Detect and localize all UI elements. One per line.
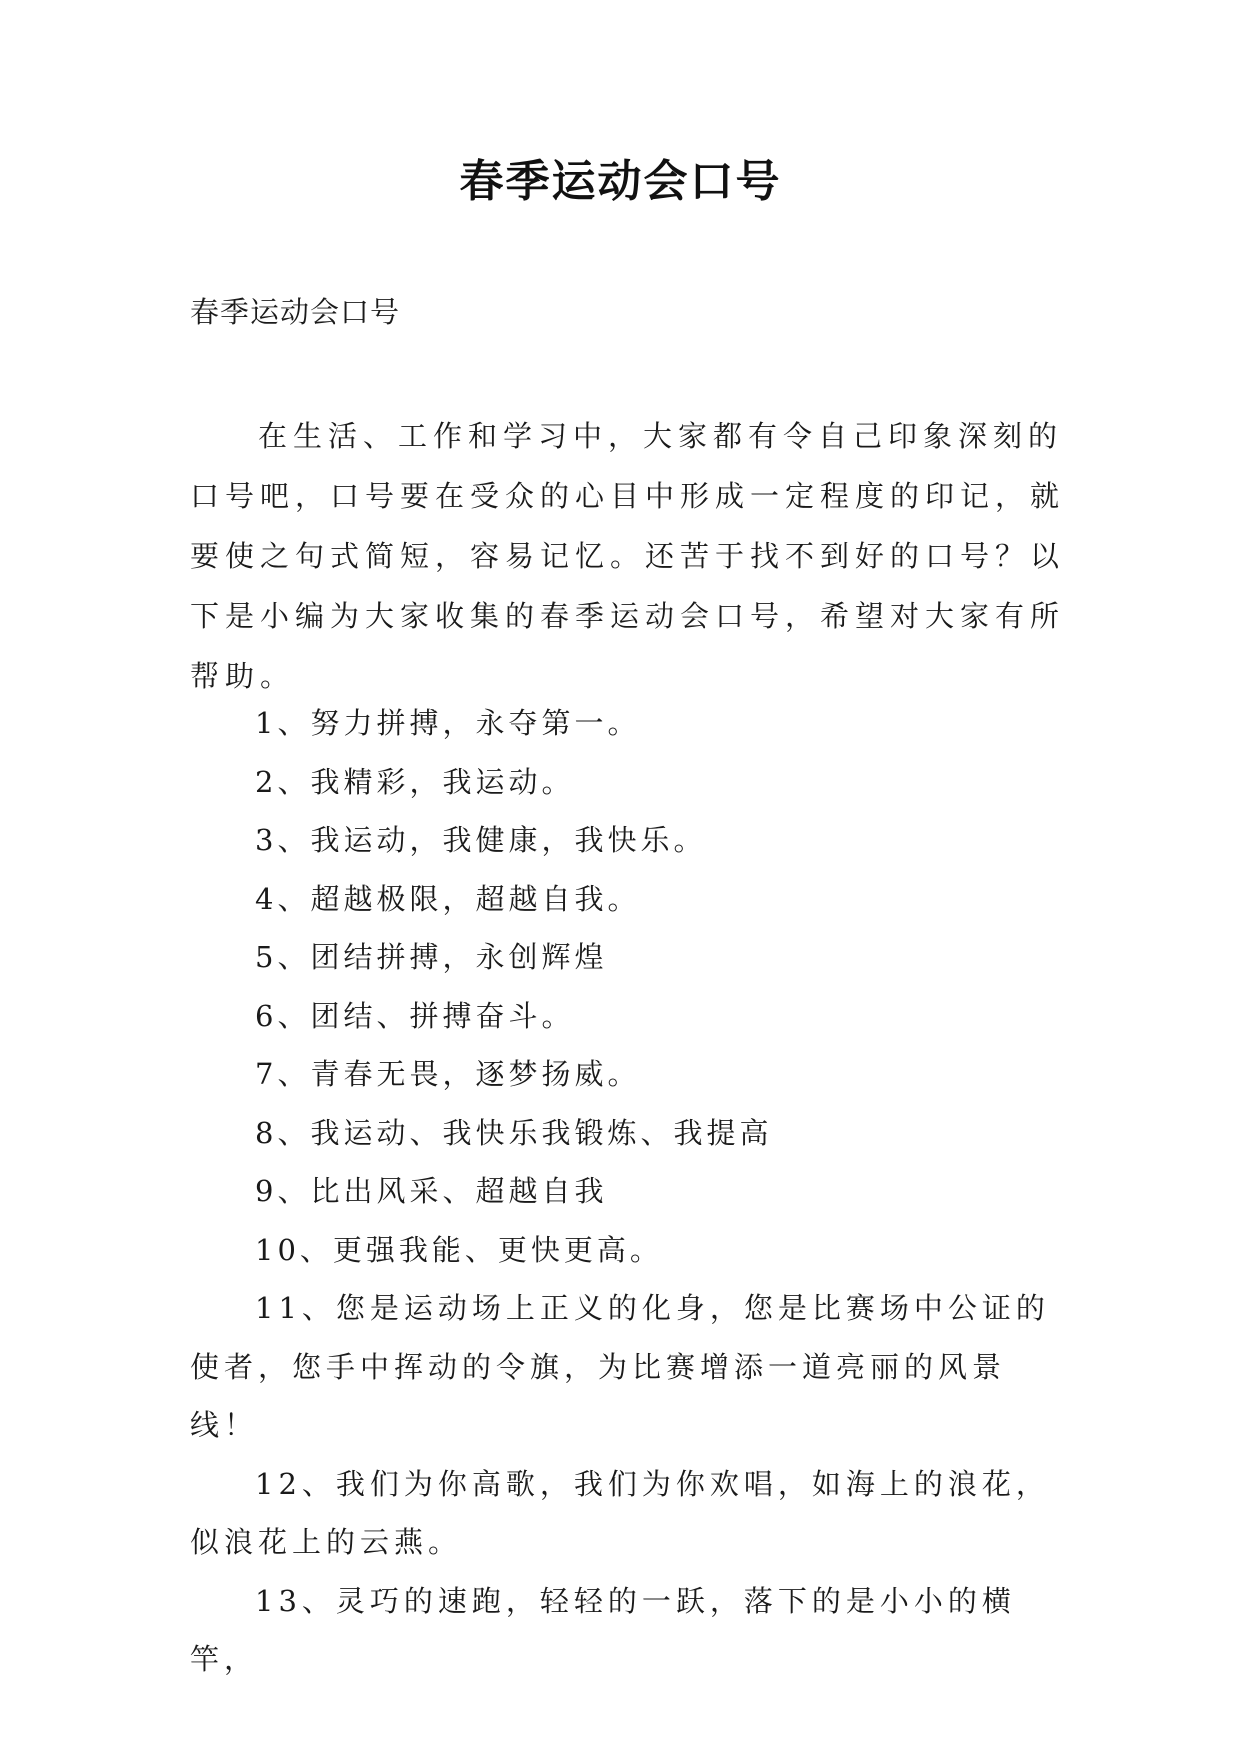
slogan-item: 4、超越极限，超越自我。 (255, 881, 641, 916)
slogan-item: 6、团结、拼搏奋斗。 (255, 998, 575, 1033)
slogan-item: 8、我运动、我快乐我锻炼、我提高 (255, 1115, 773, 1150)
document-title: 春季运动会口号 (459, 156, 782, 207)
slogan-item: 7、青春无畏，逐梦扬威。 (255, 1057, 641, 1091)
slogan-item: 3、我运动，我健康，我快乐。 (255, 823, 707, 857)
slogan-item: 9、比出风采、超越自我 (255, 1174, 608, 1208)
slogan-item: 1、努力拼搏，永夺第一。 (255, 706, 641, 740)
slogan-item: 12、我们为你高歌，我们为你欢唱，如海上的浪花，似浪花上的云燕。 (190, 1466, 1050, 1559)
slogan-item: 2、我精彩，我运动。 (255, 764, 575, 799)
slogan-item: 10、更强我能、更快更高。 (255, 1232, 663, 1267)
slogan-item: 11、您是运动场上正义的化身，您是比赛场中公证的使者，您手中挥动的令旗，为比赛增添一道亮丽的风景线！ (190, 1291, 1050, 1442)
slogan-list (190, 694, 1065, 1689)
document-subtitle: 春季运动会口号 (190, 295, 401, 329)
slogan-item: 5、团结拼搏，永创辉煌 (255, 940, 608, 974)
intro-paragraph: 在生活、工作和学习中，大家都有令自己印象深刻的口号吧，口号要在受众的心目中形成一定程度的印记，就要使之句式简短，容易记忆。还苦于找不到好的口号？以下是小编为大家收集的春季运动会口号，希望对大家有所帮助。 (190, 419, 1066, 693)
slogan-item: 13、灵巧的速跑，轻轻的一跃，落下的是小小的横竿， (190, 1583, 1016, 1676)
